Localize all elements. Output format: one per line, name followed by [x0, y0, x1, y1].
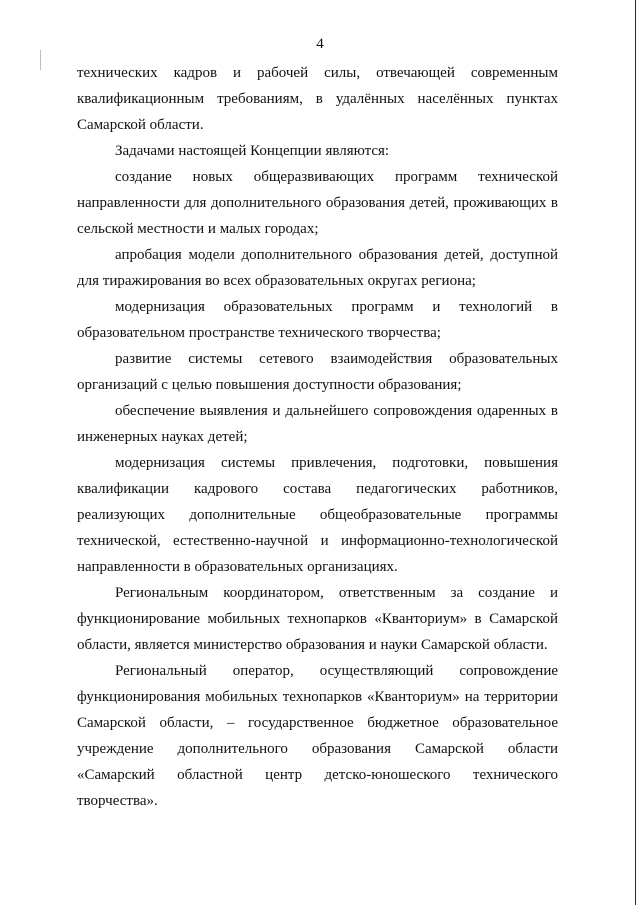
paragraph-operator: Региональный оператор, осуществляющий сопровождение функционирования мобильных технопарков «Кванториум» на территории Самарской области, – государственное бюджетное образовательное учреждение дополнительного образования Самарской области «Самарский областной центр детско-юношеского технического творчества». — [77, 663, 558, 809]
paragraph-task-4: развитие системы сетевого взаимодействия образовательных организаций с целью повышения доступности образования; — [77, 351, 558, 393]
paragraph-task-3: модернизация образовательных программ и технологий в образовательном пространстве технического творчества; — [77, 299, 558, 341]
scan-mark — [40, 50, 41, 70]
page-number: 4 — [316, 36, 324, 52]
paragraph-task-5: обеспечение выявления и дальнейшего сопровождения одаренных в инженерных науках детей; — [77, 403, 558, 445]
paragraph-task-6: модернизация системы привлечения, подготовки, повышения квалификации кадрового состава педагогических работников, реализующих дополнительные общеобразовательные программы технической, естественно-научной и информационно-технологической направленности в образовательных организациях. — [77, 455, 558, 575]
paragraph-coordinator: Региональным координатором, ответственным за создание и функционирование мобильных технопарков «Кванториум» в Самарской области, является министерство образования и науки Самарской области. — [77, 585, 558, 653]
document-body — [77, 60, 558, 814]
paragraph-task-1: создание новых общеразвивающих программ технической направленности для дополнительного образования детей, проживающих в сельской местности и малых городах; — [77, 169, 558, 237]
paragraph-continuation: технических кадров и рабочей силы, отвечающей современным квалификационным требованиям, в удалённых населённых пунктах Самарской области. — [77, 65, 558, 133]
paragraph-task-2: апробация модели дополнительного образования детей, доступной для тиражирования во всех образовательных округах региона; — [77, 247, 558, 289]
scan-edge — [635, 0, 636, 905]
paragraph-tasks-intro: Задачами настоящей Концепции являются: — [115, 143, 390, 159]
